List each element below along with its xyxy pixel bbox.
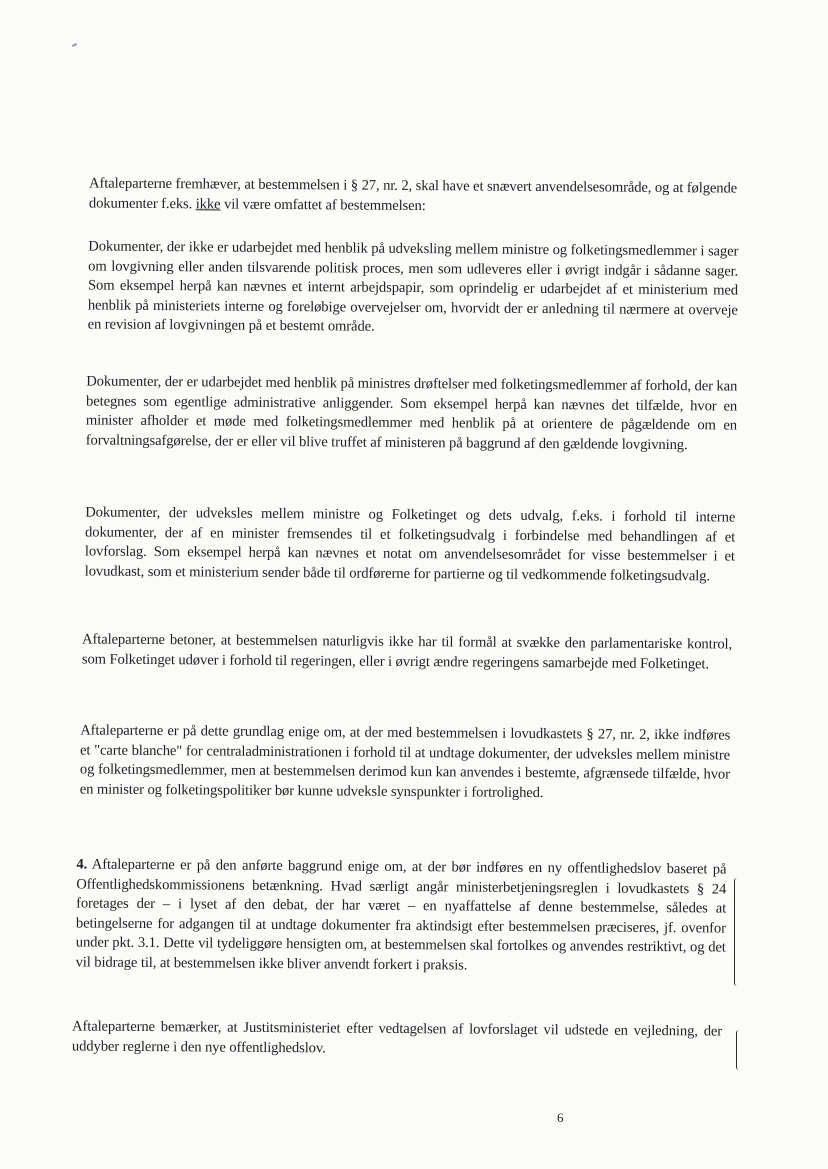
underlined-word: ikke <box>195 195 221 213</box>
paragraph-example-3: Dokumenter, der udveksles mellem ministre og Folketinget og dets udvalg, f.eks. i forhold til interne dokumenter, der af en minister fremsendes til et folketingsudvalg i forbindelse med behandlingen af et lovforslag. Som eksempel herpå kan nævnes et notat om anvendelsesområdet for visse bestemmelser i et lovudkast, som et ministerium sender både til ordførerne for partierne og til vedkommende folketingsudvalg. <box>84 504 736 585</box>
margin-bracket-section-4 <box>734 878 741 986</box>
paragraph-guidance: Aftaleparterne bemærker, at Justitsministeriet efter vedtagelsen af lovforslaget vil udstede en vejledning, der uddyber reglerne i den nye offentlighedslov. <box>71 1018 723 1057</box>
paragraph-section-4 <box>76 855 727 978</box>
margin-bracket-guidance <box>736 1030 743 1070</box>
paragraph-example-2: Dokumenter, der er udarbejdet med henblik på ministres drøftelser med folketingsmedlemmer af forhold, der kan betegnes som egentlige administrative anliggender. Som eksempel herpå kan nævnes det tilfælde, hvor en minister afholder et møde med folketingsmedlemmer med henblik på at orientere de pågældende om en forvaltningsafgørelse, der er eller vil blive truffet af ministeren på baggrund af den gældende lovgivning. <box>85 373 738 453</box>
paragraph-section-4-text: Aftaleparterne er på den anførte baggrund enige om, at der bør indføres en ny offentlighedslov baseret på Offentlighedskommissionens betænkning. Hvad særligt angår ministerbetjeningsreglen i lovudkastets § 24 foretages der – i lyset af den debat, der har været – en nyaffattelse af denne bestemmelse, således at betingelserne for adgangen til at undtage dokumenter fra aktindsigt efter bestemmelsen præciseres, jf. ovenfor under pkt. 3.1. Dette vil tydeliggøre hensigten om, at bestemmelsen skal fortolkes og anvendes restriktivt, og det vil bidrage til, at bestemmelsen ikke bliver anvendt forkert i praksis. <box>75 856 727 974</box>
paragraph-intro-text: Aftaleparterne fremhæver, at bestemmelsen i § 27, nr. 2, skal have et snævert anvendelsesområde, og at følgende dokumenter f.eks. <box>88 175 738 212</box>
section-number: 4. <box>76 856 88 873</box>
scan-speck <box>72 43 77 47</box>
paragraph-intro <box>89 174 737 218</box>
page-number: 6 <box>557 1110 564 1125</box>
paragraph-carte-blanche: Aftaleparterne er på dette grundlag enige om, at der med bestemmelsen i lovudkastets § 27, nr. 2, ikke indføres et "carte blanche" for centraladministrationen i forhold til at undtage dokumenter, der udveksles mellem ministre og folketingsmedlemmer, men at bestemmelsen derimod kun kan anvendes i bestemte, afgrænsede tilfælde, hvor en minister og folketingspolitiker bør kunne udveksle synspunkter i fortrolighed. <box>79 722 731 801</box>
paragraph-parliamentary-control: Aftaleparterne betoner, at bestemmelsen naturligvis ikke har til formål at svække den parlamentariske kontrol, som Folketinget udøver i forhold til regeringen, eller i øvrigt ændre regeringens samarbejde med Folketinget. <box>81 631 733 672</box>
paragraph-intro-text-end: vil være omfattet af bestemmelsen: <box>220 196 426 214</box>
paragraph-example-1: Dokumenter, der ikke er udarbejdet med henblik på udveksling mellem ministre og folketingsmedlemmer i sager om lovgivning eller anden tilsvarende politisk proces, men som udleveres eller i øvrigt indgår i sådanne sager. Som eksempel herpå kan nævnes et internt arbejdspapir, som oprindelig er udarbejdet af et ministerium med henblik på ministeriets interne og foreløbige overvejelser om, hvorvidt der er anledning til nærmere at overveje en revision af lovgivningen på et bestemt område. <box>87 238 739 336</box>
